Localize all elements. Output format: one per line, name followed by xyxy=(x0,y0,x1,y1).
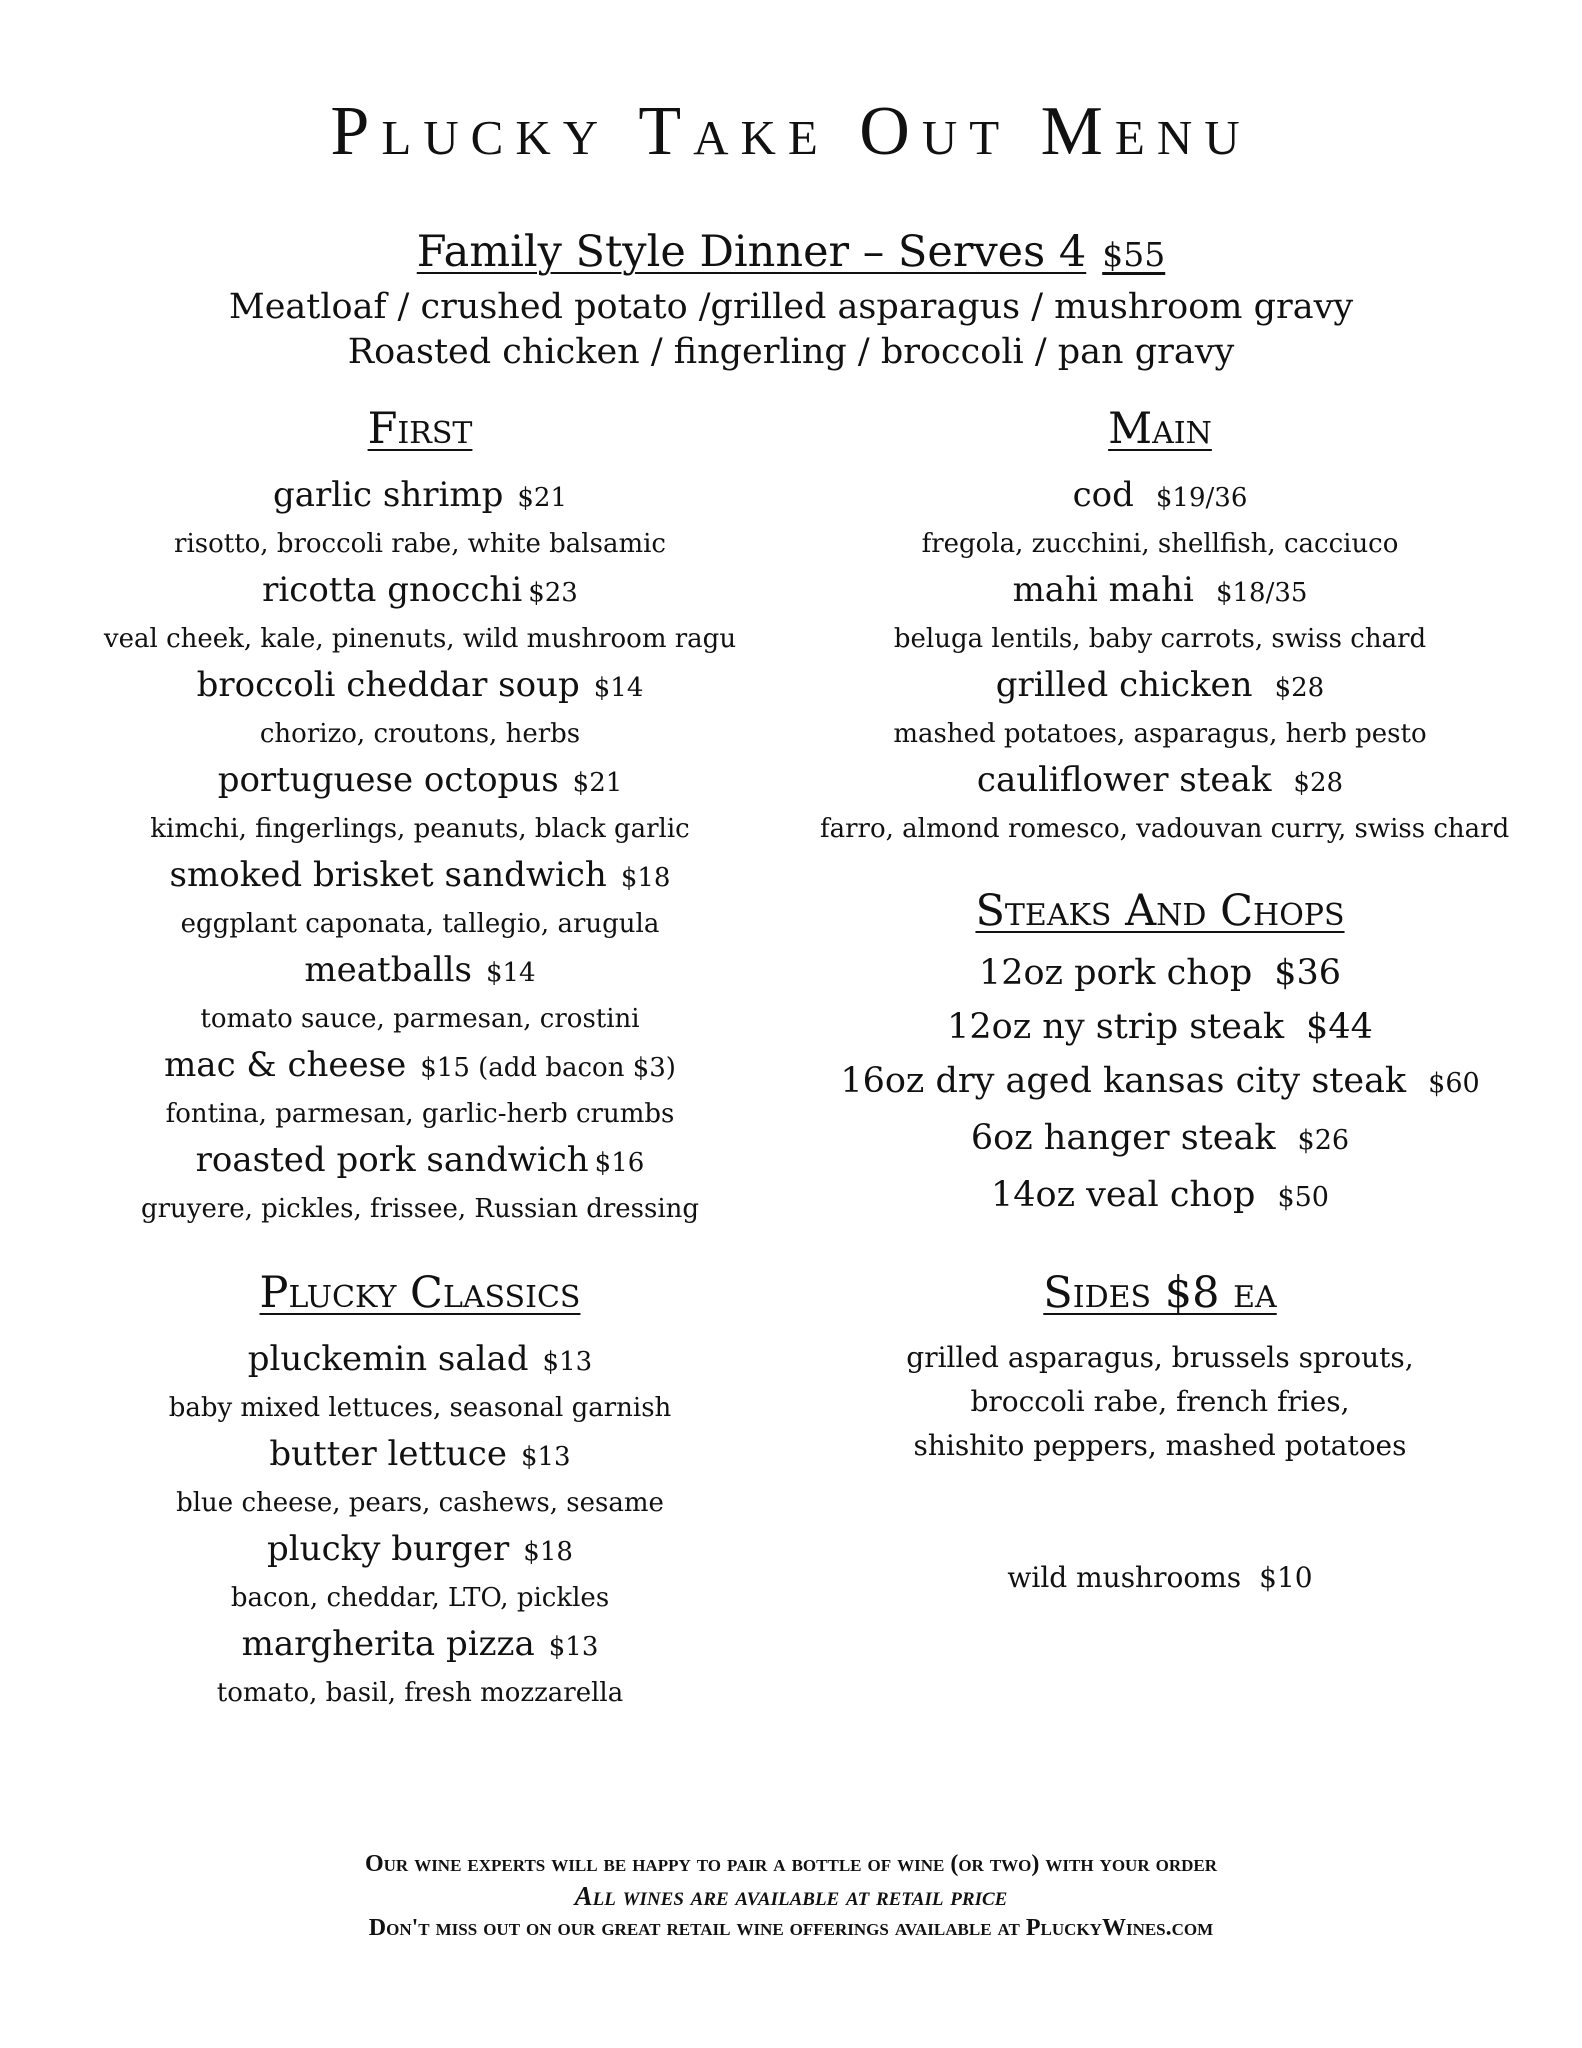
side-extra-item xyxy=(820,1556,1500,1600)
item-price: $18 xyxy=(620,863,671,893)
family-style-heading-row xyxy=(0,222,1582,285)
classics-heading: Plucky Classics xyxy=(259,1268,581,1318)
item-price: $13 xyxy=(542,1347,593,1377)
item-price: $18 xyxy=(523,1537,573,1567)
item-description: tomato sauce, parmesan, crostini xyxy=(200,1004,640,1034)
item-price: $50 xyxy=(1277,1182,1329,1213)
item-name: 14oz veal chop xyxy=(990,1175,1256,1215)
item-name: roasted pork sandwich xyxy=(195,1140,589,1180)
item-price: $28 xyxy=(1274,673,1325,703)
item-price: $26 xyxy=(1297,1125,1350,1156)
item-description: tomato, basil, fresh mozzarella xyxy=(216,1678,624,1708)
item-price: $21 xyxy=(517,483,567,513)
menu-item xyxy=(95,947,745,996)
item-price: $18/35 xyxy=(1215,578,1308,608)
first-heading: First xyxy=(367,404,473,454)
item-name: portuguese octopus xyxy=(217,760,559,800)
item-name: margherita pizza xyxy=(241,1624,535,1664)
item-price: $13 xyxy=(520,1442,571,1472)
item-name: mahi mahi xyxy=(1012,570,1194,610)
menu-item xyxy=(95,472,745,521)
sides-line: shishito peppers, mashed potatoes xyxy=(913,1429,1407,1462)
item-name: cauliflower steak xyxy=(976,760,1272,800)
item-name: ricotta gnocchi xyxy=(262,570,523,610)
item-price: $13 xyxy=(548,1632,599,1662)
item-name: cod xyxy=(1072,475,1134,515)
steak-item xyxy=(820,1168,1500,1225)
item-price: $28 xyxy=(1293,768,1344,798)
item-description: fontina, parmesan, garlic-herb crumbs xyxy=(165,1099,675,1129)
family-style-price: $55 xyxy=(1102,235,1166,274)
menu-item xyxy=(95,852,745,901)
item-price: $16 xyxy=(594,1148,645,1178)
item-price: $10 xyxy=(1259,1561,1313,1594)
item-description: fregola, zucchini, shellfish, cacciuco xyxy=(921,529,1399,559)
menu-item xyxy=(95,662,745,711)
menu-item xyxy=(95,1137,745,1186)
menu-item xyxy=(95,567,745,616)
menu-item xyxy=(820,472,1500,521)
steaks-section xyxy=(820,886,1500,1225)
item-description: risotto, broccoli rabe, white balsamic xyxy=(174,529,666,559)
sides-line: broccoli rabe, french fries, xyxy=(970,1385,1350,1418)
item-price: $19/36 xyxy=(1155,483,1248,513)
steak-item xyxy=(820,1054,1500,1111)
steak-item xyxy=(820,946,1500,1000)
item-description: chorizo, croutons, herbs xyxy=(259,719,581,749)
item-price: $14 xyxy=(485,958,536,988)
family-style-line: Roasted chicken / fingerling / broccoli / pan gravy xyxy=(347,332,1235,372)
steaks-heading: Steaks And Chops xyxy=(975,886,1345,936)
sides-heading: Sides $8 ea xyxy=(1043,1268,1277,1318)
menu-item xyxy=(95,1526,745,1575)
item-name: broccoli cheddar soup xyxy=(196,665,580,705)
item-description: farro, almond romesco, vadouvan curry, swiss chard xyxy=(820,814,1510,844)
item-name: 12oz pork chop xyxy=(978,953,1253,993)
item-name: 6oz hanger steak xyxy=(970,1118,1276,1158)
item-price: $15 (add bacon $3) xyxy=(420,1053,676,1083)
item-price: $36 xyxy=(1274,953,1342,993)
item-price: $60 xyxy=(1428,1068,1480,1099)
footer-line: Our wine experts will be happy to pair a bottle of wine (or two) with your order xyxy=(364,1851,1218,1877)
classics-section xyxy=(95,1268,745,1716)
menu-item xyxy=(95,1042,745,1091)
item-name: 12oz ny strip steak xyxy=(947,1007,1285,1047)
menu-item xyxy=(820,567,1500,616)
item-price: $44 xyxy=(1306,1007,1373,1047)
footer xyxy=(0,1848,1582,1944)
item-name: plucky burger xyxy=(267,1529,510,1569)
item-description: beluga lentils, baby carrots, swiss chard xyxy=(893,624,1427,654)
sides-section xyxy=(820,1268,1500,1600)
item-name: butter lettuce xyxy=(269,1434,507,1474)
item-description: veal cheek, kale, pinenuts, wild mushroom ragu xyxy=(103,624,737,654)
item-name: garlic shrimp xyxy=(272,475,504,515)
item-price: $14 xyxy=(593,673,644,703)
item-description: kimchi, fingerlings, peanuts, black garlic xyxy=(150,814,690,844)
item-name: smoked brisket sandwich xyxy=(169,855,607,895)
item-name: wild mushrooms xyxy=(1007,1561,1242,1594)
menu-item xyxy=(95,1431,745,1480)
menu-item xyxy=(95,1621,745,1670)
page-title: Plucky Take Out Menu xyxy=(330,93,1252,170)
steak-item xyxy=(820,1000,1500,1054)
item-description: baby mixed lettuces, seasonal garnish xyxy=(168,1393,672,1423)
menu-item xyxy=(95,757,745,806)
item-price: $21 xyxy=(572,768,623,798)
sides-line: grilled asparagus, brussels sprouts, xyxy=(906,1341,1414,1374)
item-name: pluckemin salad xyxy=(247,1339,529,1379)
item-description: mashed potatoes, asparagus, herb pesto xyxy=(893,719,1427,749)
item-description: gruyere, pickles, frissee, Russian dressing xyxy=(140,1194,700,1224)
first-section xyxy=(95,404,745,1232)
footer-line: Don't miss out on our great retail wine offerings available at PluckyWines.com xyxy=(368,1915,1214,1941)
main-section xyxy=(820,404,1510,852)
family-style-heading: Family Style Dinner – Serves 4 xyxy=(416,227,1087,277)
item-description: eggplant caponata, tallegio, arugula xyxy=(180,909,660,939)
item-name: meatballs xyxy=(304,950,472,990)
main-heading: Main xyxy=(1108,404,1212,454)
item-description: blue cheese, pears, cashews, sesame xyxy=(176,1488,664,1518)
item-description: bacon, cheddar, LTO, pickles xyxy=(230,1583,610,1613)
footer-line: All wines are available at retail price xyxy=(574,1881,1008,1911)
steak-item xyxy=(820,1111,1500,1168)
family-style-line: Meatloaf / crushed potato /grilled asparagus / mushroom gravy xyxy=(228,287,1354,327)
item-name: 16oz dry aged kansas city steak xyxy=(840,1061,1407,1101)
menu-item xyxy=(820,662,1500,711)
item-price: $23 xyxy=(528,578,578,608)
menu-item xyxy=(95,1336,745,1385)
family-style-section xyxy=(0,222,1582,375)
item-name: grilled chicken xyxy=(995,665,1253,705)
menu-item xyxy=(820,757,1500,806)
item-name: mac & cheese xyxy=(164,1045,407,1085)
